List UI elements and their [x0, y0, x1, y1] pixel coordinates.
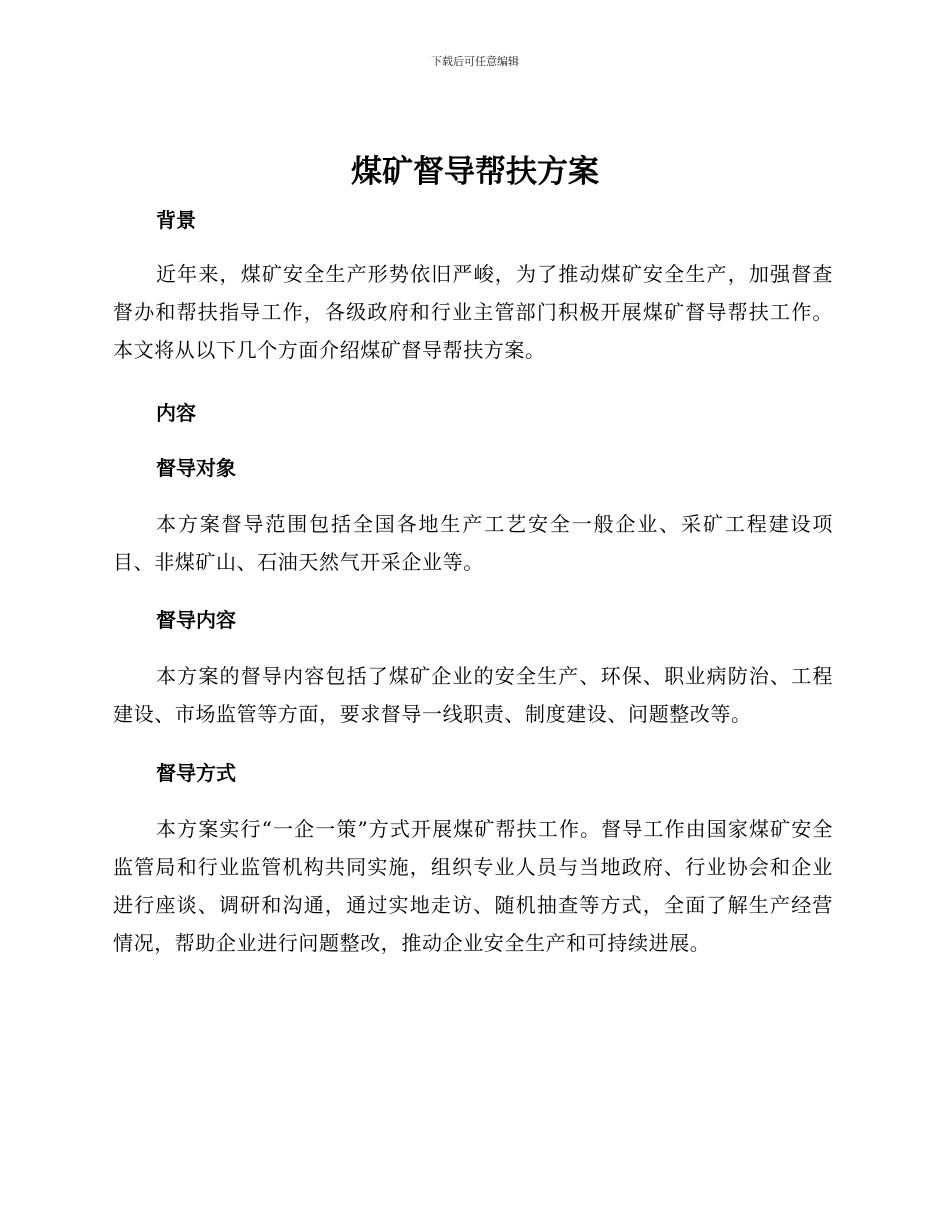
document-title: 煤矿督导帮扶方案 — [351, 154, 599, 190]
page-header-note: 下载后可任意编辑 — [431, 55, 519, 68]
section-content — [113, 398, 833, 428]
heading-supervision-target: 督导对象 — [156, 456, 236, 480]
paragraph-supervision-content — [113, 657, 833, 733]
heading-supervision-content: 督导内容 — [156, 608, 236, 632]
section-supervision-content — [113, 605, 833, 635]
heading-supervision-method: 督导方式 — [156, 761, 236, 785]
paragraph-supervision-method-text: 本方案实行“一企一策”方式开展煤矿帮扶工作。督导工作由国家煤矿安全监管局和行业监管机构共同实施，组织专业人员与当地政府、行业协会和企业进行座谈、调研和沟通，通过实地走访、随机抽查等方式，全面了解生产经营情况，帮助企业进行问题整改，推动企业安全生产和可持续进展。 — [113, 817, 833, 955]
paragraph-supervision-method — [113, 810, 833, 962]
paragraph-background-text: 近年来，煤矿安全生产形势依旧严峻，为了推动煤矿安全生产，加强督查督办和帮扶指导工作，各级政府和行业主管部门积极开展煤矿督导帮扶工作。本文将从以下几个方面介绍煤矿督导帮扶方案。 — [113, 262, 833, 362]
section-supervision-target — [113, 453, 833, 483]
section-supervision-method — [113, 758, 833, 788]
paragraph-supervision-target-text: 本方案督导范围包括全国各地生产工艺安全一般企业、采矿工程建设项目、非煤矿山、石油天然气开采企业等。 — [113, 512, 833, 574]
paragraph-background — [113, 255, 833, 369]
paragraph-supervision-content-text: 本方案的督导内容包括了煤矿企业的安全生产、环保、职业病防治、工程建设、市场监管等方面，要求督导一线职责、制度建设、问题整改等。 — [113, 664, 833, 726]
section-background — [113, 205, 833, 235]
heading-content: 内容 — [156, 401, 196, 425]
heading-background: 背景 — [156, 208, 196, 232]
paragraph-supervision-target — [113, 505, 833, 581]
